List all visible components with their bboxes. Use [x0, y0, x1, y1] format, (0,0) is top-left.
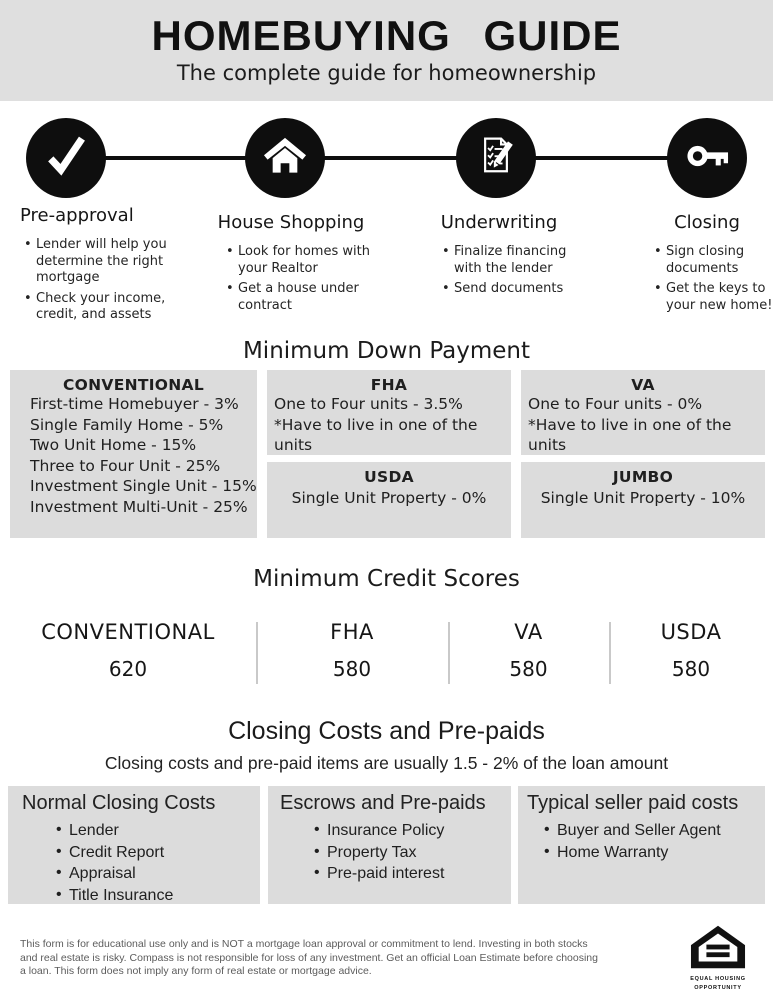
box-line: Three to Four Unit - 25%	[30, 456, 221, 475]
down-payment-box-conventional	[10, 370, 257, 538]
credit-label: USDA	[660, 620, 722, 644]
credit-value: 580	[509, 657, 548, 681]
page-title: HOMEBUYING GUIDE	[151, 12, 622, 59]
box-title: Normal Closing Costs	[22, 792, 216, 814]
house-icon	[256, 127, 314, 189]
box-line: Single Family Home - 5%	[30, 415, 224, 434]
box-bullet: • Property Tax	[314, 843, 511, 864]
box-bullet: • Lender	[56, 821, 260, 842]
closing-costs-box-escrows	[268, 786, 511, 904]
credit-divider	[609, 622, 611, 684]
timeline-step-house-shopping	[212, 212, 370, 318]
document-pencil-icon	[467, 127, 525, 189]
step-circle-house-shopping	[245, 118, 325, 198]
step-bullet: • Look for homes with your Realtor	[226, 244, 370, 277]
box-bullet-list	[544, 821, 765, 863]
box-title: Typical seller paid costs	[527, 792, 739, 814]
box-title: VA	[631, 376, 655, 394]
box-title: JUMBO	[612, 468, 674, 486]
box-title: USDA	[364, 468, 414, 486]
credit-score-usda	[609, 620, 773, 681]
timeline-step-closing	[640, 212, 773, 318]
credit-divider	[256, 622, 258, 684]
box-line: *Have to live in one of the units	[528, 415, 732, 454]
closing-costs-box-seller-paid	[518, 786, 765, 904]
header	[0, 0, 773, 101]
step-bullet: • Sign closing documents	[654, 244, 773, 277]
equal-housing-opportunity-logo	[688, 924, 748, 992]
step-bullet-list	[10, 237, 172, 324]
step-bullet: • Check your income, credit, and assets	[24, 291, 172, 324]
box-bullet-list	[56, 821, 260, 906]
box-bullet: • Buyer and Seller Agent	[544, 821, 765, 842]
credit-value: 580	[671, 657, 711, 681]
credit-score-fha	[256, 620, 448, 681]
box-bullet: • Home Warranty	[544, 843, 765, 864]
credit-value: 580	[332, 657, 372, 681]
timeline-step-underwriting	[428, 212, 570, 302]
step-title: Pre-approval	[20, 205, 134, 226]
equal-housing-house-icon	[690, 955, 746, 974]
step-bullet: • Get the keys to your new home!	[654, 281, 773, 314]
step-title: Closing	[674, 212, 740, 233]
step-circle-underwriting	[456, 118, 536, 198]
equal-housing-text-line2: OPPORTUNITY	[694, 985, 742, 991]
step-bullet: • Finalize financing with the lender	[442, 244, 570, 277]
check-icon	[37, 127, 95, 189]
page-subtitle: The complete guide for homeownership	[176, 61, 597, 85]
step-bullet: • Lender will help you determine the right mortgage	[24, 237, 172, 287]
timeline-step-preapproval	[10, 205, 172, 328]
step-bullet: • Get a house under contract	[226, 281, 370, 314]
box-line: Single Unit Property - 10%	[540, 489, 746, 507]
box-bullet: • Insurance Policy	[314, 821, 511, 842]
credit-label: VA	[514, 620, 543, 644]
step-title: House Shopping	[217, 212, 365, 233]
down-payment-heading: Minimum Down Payment	[242, 338, 531, 364]
step-title: Underwriting	[440, 212, 558, 233]
step-bullet-list	[640, 244, 773, 314]
closing-costs-heading: Closing Costs and Pre-paids	[228, 717, 545, 745]
box-line: One to Four units - 0%	[528, 395, 703, 413]
down-payment-box-va	[521, 370, 765, 455]
box-bullet-list	[314, 821, 511, 885]
closing-costs-box-normal	[8, 786, 260, 904]
box-line: One to Four units - 3.5%	[274, 395, 463, 413]
box-bullet: • Title Insurance	[56, 886, 260, 907]
closing-costs-subtitle: Closing costs and pre-paid items are usually 1.5 - 2% of the loan amount	[104, 753, 669, 773]
down-payment-box-jumbo	[521, 462, 765, 538]
box-line: Single Unit Property - 0%	[291, 489, 487, 507]
box-line: Investment Single Unit - 15%	[30, 477, 257, 495]
box-lines	[10, 394, 257, 517]
step-bullet-list	[428, 244, 570, 298]
box-title: FHA	[370, 376, 408, 394]
step-bullet-list	[212, 244, 370, 314]
credit-scores-heading: Minimum Credit Scores	[253, 566, 520, 592]
disclaimer-text: This form is for educational use only and is NOT a mortgage loan approval or commitment to lend. Investing in both stocks and real estate is risky. Compass is not responsible for loss of any investment. Get an official Loan Estimate before choosing a loan. This form does not imply any form of real estate or mortgage advice.	[20, 938, 598, 977]
credit-divider	[448, 622, 450, 684]
step-circle-preapproval	[26, 118, 106, 198]
box-title: CONVENTIONAL	[62, 376, 205, 394]
box-bullet: • Appraisal	[56, 864, 260, 885]
box-line: Investment Multi-Unit - 25%	[30, 497, 248, 516]
box-bullet: • Credit Report	[56, 843, 260, 864]
credit-value: 620	[108, 657, 148, 681]
box-title: Escrows and Pre-paids	[280, 792, 486, 814]
credit-label: CONVENTIONAL	[41, 620, 215, 644]
equal-housing-text-line1: EQUAL HOUSING	[690, 976, 746, 982]
credit-label: FHA	[330, 620, 374, 644]
credit-score-conventional	[0, 620, 256, 681]
credit-score-va	[448, 620, 609, 681]
down-payment-box-usda	[267, 462, 511, 538]
down-payment-box-fha	[267, 370, 511, 455]
box-line: First-time Homebuyer - 3%	[30, 395, 239, 413]
step-bullet: • Send documents	[442, 281, 570, 298]
box-line: Two Unit Home - 15%	[30, 436, 197, 454]
box-line: *Have to live in one of the units	[274, 415, 478, 454]
step-circle-closing	[667, 118, 747, 198]
box-bullet: • Pre-paid interest	[314, 864, 511, 885]
key-icon	[678, 127, 736, 189]
timeline-connector-line	[66, 156, 707, 160]
